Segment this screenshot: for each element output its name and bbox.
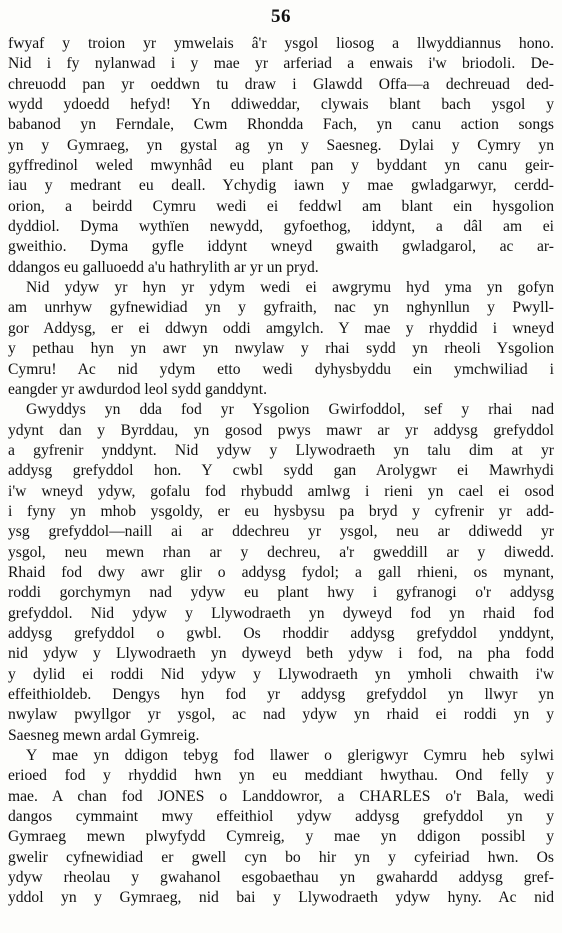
text-line: eangder yr awdurdod leol sydd ganddynt. xyxy=(8,380,267,398)
text-line: orion, a beirdd Cymru wedi ei feddwl am blant ein hysgolion xyxy=(8,197,554,215)
text-line: Cymru! Ac nid ydym etto wedi dyhysbyddu ein ymchwiliad i xyxy=(8,360,554,378)
text-line: i'w wneyd ydyw, gofalu fod rhybudd amlwg i rieni yn cael ei osod xyxy=(8,482,554,500)
text-line: Saesneg mewn ardal Gymreig. xyxy=(8,726,200,744)
text-line: ysg grefyddol—naill ai ar ddechreu yr ysgol, neu ar ddiwedd yr xyxy=(8,523,554,541)
text-line: i fyny yn mhob ysgoldy, er eu hysbysu pa bryd y cyfrenir yr add- xyxy=(8,502,554,520)
text-line: Gwyddys yn dda fod yr Ysgolion Gwirfoddol, sef y rhai nad xyxy=(26,401,554,419)
text-line: ydyw rheolau y gwahanol esgobaethau yn gwahardd addysg gref- xyxy=(8,869,554,887)
text-line: chreuodd pan yr oeddwn tu draw i Glawdd Offa—a dechreuad ded- xyxy=(8,75,554,93)
text-line: dangos cymmaint mwy effeithiol ydyw addysg grefyddol yn y xyxy=(8,808,554,826)
text-line: nid ydyw y Llywodraeth yn dyweyd beth ydyw i fod, na pha fodd xyxy=(8,645,554,663)
text-line: mae. A chan fod JONES o Landdowror, a CHARLES o'r Bala, wedi xyxy=(8,787,554,805)
page-number: 56 xyxy=(271,6,291,27)
text-line: wydd ydoedd hefyd! Yn ddiweddar, clywais blant bach ysgol y xyxy=(8,96,554,114)
text-line: ydynt dan y Byrddau, yn gosod pwys mawr ar yr addysg grefyddol xyxy=(8,421,554,439)
text-line: fwyaf y troion yr ymwelais â'r ysgol liosog a llwyddiannus hono. xyxy=(8,35,554,52)
text-line: Rhaid fod dwy awr glir o addysg fydol; a gall rhieni, os mynant, xyxy=(8,563,554,581)
text-line: y dylid ei roddi Nid ydyw y Llywodraeth yn ymholi chwaith i'w xyxy=(8,665,554,683)
text-line: Y mae yn ddigon tebyg fod llawer o glerigwyr Cymru heb sylwi xyxy=(26,747,554,765)
text-line: yddol yn y Gymraeg, nid bai y Llywodraeth ydyw hyny. Ac nid xyxy=(8,889,554,907)
text-line: Nid i fy nylanwad i y mae yr arferiad a enwais i'w briodoli. De- xyxy=(8,55,554,73)
text-line: gweithio. Dyma gyfle iddynt wneyd gwaith gwladgarol, ac ar- xyxy=(8,238,554,256)
text-line: ysgol, neu mewn rhan ar y dechreu, a'r gweddill ar y diwedd. xyxy=(8,543,554,561)
text-line: yn y Gymraeg, yn gystal ag yn y Saesneg. Dylai y Cymry yn xyxy=(8,136,554,154)
text-line: ddangos eu galluoedd a'u hathrylith ar yr un pryd. xyxy=(8,258,319,276)
text-line: Nid ydyw yr hyn yr ydym wedi ei awgrymu hyd yma yn gofyn xyxy=(26,279,554,297)
text-line: grefyddol. Nid ydyw y Llywodraeth yn dyweyd fod yn rhaid fod xyxy=(8,604,554,622)
text-line: y pethau hyn yn awr yn nwylaw y rhai sydd yn rheoli Ysgolion xyxy=(8,340,554,358)
text-line: effeithioldeb. Dengys hyn fod yr addysg grefyddol yn llwyr yn xyxy=(8,686,554,703)
text-line: gor Addysg, er ei ddwyn oddi amgylch. Y mae y rhyddid i wneyd xyxy=(8,319,554,337)
text-line: iau y medrant eu deall. Ychydig iawn y mae gwladgarwyr, cerdd- xyxy=(8,177,554,195)
text-line: nwylaw pwyllgor yr ysgol, ac nad ydyw yn rhaid ei roddi yn y xyxy=(8,706,554,724)
text-line: erioed fod y rhyddid hwn yn eu meddiant hwythau. Ond felly y xyxy=(8,767,554,785)
text-line: babanod yn Ferndale, Cwm Rhondda Fach, yn canu action songs xyxy=(8,116,554,134)
text-line: gwelir cyfnewidiad er gwell cyn bo hir yn y cyfeiriad hwn. Os xyxy=(8,848,554,866)
text-line: a gyfrenir ynddynt. Nid ydyw y Llywodraeth yn talu dim at yr xyxy=(8,441,554,459)
text-line: roddi gorchymyn nad ydyw eu plant hwy i gyfranogi o'r addysg xyxy=(8,584,554,602)
body-text xyxy=(8,34,554,909)
text-line: gyffredinol weled mwynhâd eu plant pan y byddant yn canu geir- xyxy=(8,157,554,175)
text-line: dyddiol. Dyma wythïen newydd, gyfoethog, iddynt, a dâl am ei xyxy=(8,218,554,236)
text-line: Gymraeg mewn plwyfydd Cymreig, y mae yn ddigon possibl y xyxy=(8,828,554,846)
text-line: addysg grefyddol o gwbl. Os rhoddir addysg grefyddol ynddynt, xyxy=(8,624,554,642)
text-line: addysg grefyddol hon. Y cwbl sydd gan Arolygwr ei Mawrhydi xyxy=(8,462,554,480)
text-line: am unrhyw gyfnewidiad yn y gyfraith, nac yn nghynllun y Pwyll- xyxy=(8,299,554,317)
